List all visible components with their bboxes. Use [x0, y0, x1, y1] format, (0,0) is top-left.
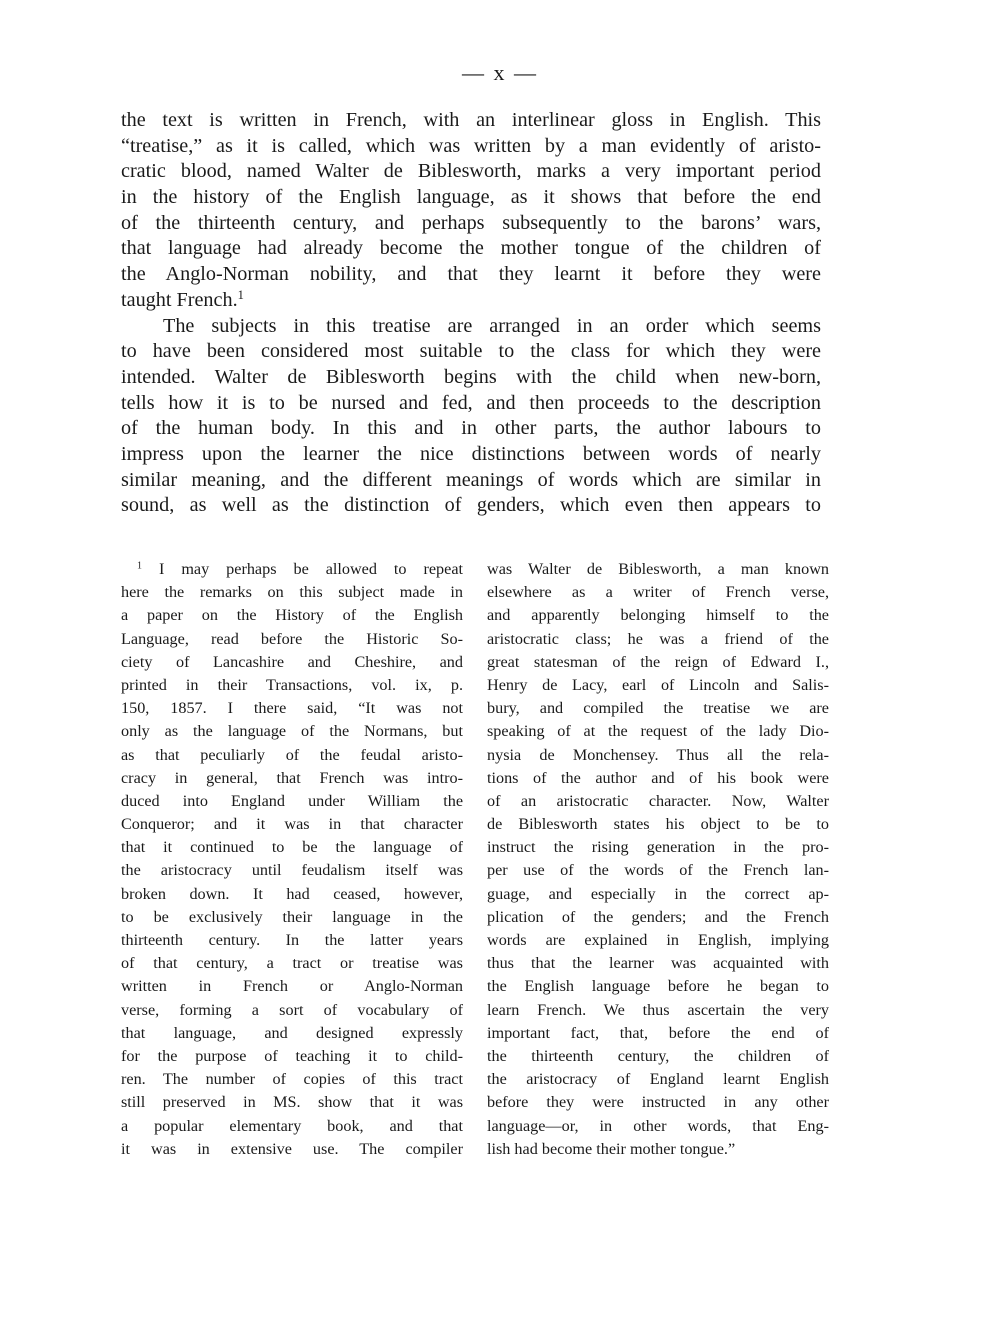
footnote-line: tions of the author and of his book were	[487, 768, 829, 787]
footnote-line: bury, and compiled the treatise we are	[487, 699, 829, 718]
text-line: of the thirteenth century, and perhaps subsequently to the barons’ wars,	[121, 211, 821, 234]
text-line: The subjects in this treatise are arranged in an order which seems	[163, 314, 821, 337]
footnote-line: it was in extensive use. The compiler	[121, 1139, 463, 1158]
text-line: in the history of the English language, as it shows that before the end	[121, 186, 821, 209]
footnote-line: ciety of Lancashire and Cheshire, and	[121, 652, 463, 671]
footnote-line: printed in their Transactions, vol. ix, p.	[121, 675, 463, 694]
footnote-line: speaking of at the request of the lady Dio-	[487, 722, 829, 741]
text-line: that language had already become the mother tongue of the children of	[121, 237, 821, 260]
text-line: the Anglo-Norman nobility, and that they learnt it before they were	[121, 263, 821, 286]
footnote-line: the aristocracy of England learnt English	[487, 1070, 829, 1089]
text-line: intended. Walter de Biblesworth begins with the child when new-born,	[121, 365, 821, 388]
text-line: to have been considered most suitable to the class for which they were	[121, 340, 821, 363]
footnote-line: Language, read before the Historic So-	[121, 629, 463, 648]
footnote-line: important fact, that, before the end of	[487, 1023, 829, 1042]
footnote-line-content: I may perhaps be allowed to repeat	[158, 560, 464, 578]
footnote-line: only as the language of the Normans, but	[121, 722, 463, 741]
footnote-line: great statesman of the reign of Edward I.,	[487, 652, 829, 671]
footnote-line: plication of the genders; and the French	[487, 907, 829, 926]
footnote-right-column	[487, 558, 829, 1161]
footnote-line: for the purpose of teaching it to child-	[121, 1046, 463, 1065]
footnote-line: de Biblesworth states his object to be to	[487, 815, 829, 834]
footnote-line: Conqueror; and it was in that character	[121, 815, 463, 834]
footnote-line: the aristocracy until feudalism itself was	[121, 861, 463, 880]
text-line: of the human body. In this and in other parts, the author labours to	[121, 417, 821, 440]
page-number: — x —	[462, 60, 538, 85]
footnote-line: aristocratic class; he was a friend of the	[487, 629, 829, 648]
footnote-line: that language, and designed expressly	[121, 1023, 463, 1042]
text-line: “treatise,” as it is called, which was written by a man evidently of aristo-	[121, 134, 821, 157]
footnote-line	[121, 558, 463, 581]
text-line: the text is written in French, with an interlinear gloss in English. This	[121, 109, 821, 131]
footnote-line: lish had become their mother tongue.”	[487, 1139, 736, 1158]
footnote-line: per use of the words of the French lan-	[487, 861, 829, 880]
footnote-line: and apparently belonging himself to the	[487, 606, 829, 625]
footnote-line: language—or, in other words, that Eng-	[487, 1116, 829, 1135]
footnote-line: thus that the learner was acquainted with	[487, 954, 829, 973]
footnote-line: cracy in general, that French was intro-	[121, 768, 463, 787]
footnote-line: a popular elementary book, and that	[121, 1116, 463, 1135]
footnote-line: nysia de Monchensey. Thus all the rela-	[487, 745, 829, 764]
footnote-line: broken down. It had ceased, however,	[121, 884, 463, 903]
footnote-line: was Walter de Biblesworth, a man known	[487, 560, 829, 578]
footnote-line: thirteenth century. In the latter years	[121, 931, 463, 949]
text-line-content: taught French.	[121, 288, 238, 311]
footnote-line: that it continued to be the language of	[121, 838, 463, 857]
footnote-line: learn French. We thus ascertain the very	[487, 1000, 829, 1019]
footnote-line: elsewhere as a writer of French verse,	[487, 583, 829, 602]
footnote-line: 150, 1857. I there said, “It was not	[121, 699, 463, 718]
text-line: sound, as well as the distinction of genders, which even then appears to	[121, 494, 821, 517]
footnote-line: duced into England under William the	[121, 791, 463, 810]
main-text	[121, 108, 821, 519]
footnote-line: words are explained in English, implying	[487, 931, 829, 949]
footnote-line: written in French or Anglo-Norman	[121, 977, 463, 996]
footnote-line: of that century, a tract or treatise was	[121, 954, 463, 973]
footnote-line: the English language before he began to	[487, 977, 829, 996]
text-line: similar meaning, and the different meanings of words which are similar in	[121, 468, 821, 491]
footnote-line: a paper on the History of the English	[121, 606, 463, 625]
footnote-line: of an aristocratic character. Now, Walter	[487, 791, 829, 810]
text-line	[121, 288, 821, 314]
footnote-line: still preserved in MS. show that it was	[121, 1093, 463, 1112]
text-line: cratic blood, named Walter de Biblesworth, marks a very important period	[121, 160, 821, 183]
footnote-line: verse, forming a sort of vocabulary of	[121, 1000, 463, 1019]
footnote-line: here the remarks on this subject made in	[121, 583, 463, 602]
footnote-reference: 1	[237, 287, 244, 302]
text-line: impress upon the learner the nice distinctions between words of nearly	[121, 442, 821, 465]
footnote-line: before they were instructed in any other	[487, 1093, 829, 1112]
footnote-left-column	[121, 558, 463, 1161]
footnote-line: instruct the rising generation in the pro-	[487, 838, 829, 857]
footnote-line: as that peculiarly of the feudal aristo-	[121, 745, 463, 764]
footnote-line: Henry de Lacy, earl of Lincoln and Salis-	[487, 675, 829, 694]
footnote-line: the thirteenth century, the children of	[487, 1046, 829, 1065]
footnote-marker: 1	[137, 560, 143, 572]
footnote-line: guage, and especially in the correct ap-	[487, 884, 829, 903]
footnote-line: to be exclusively their language in the	[121, 907, 463, 926]
footnote-line: ren. The number of copies of this tract	[121, 1070, 463, 1089]
text-line: tells how it is to be nursed and fed, and then proceeds to the description	[121, 391, 821, 414]
